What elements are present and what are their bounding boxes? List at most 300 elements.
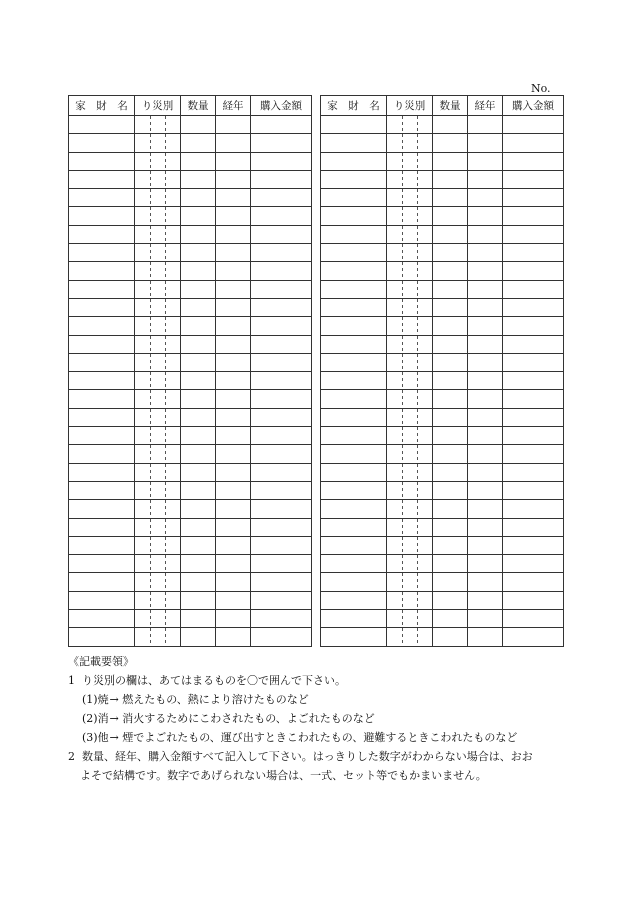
purchase-price-cell[interactable]: [503, 408, 564, 426]
quantity-cell[interactable]: [181, 134, 216, 152]
damage-type-cell[interactable]: [135, 573, 181, 591]
age-cell[interactable]: [468, 170, 503, 188]
quantity-cell[interactable]: [181, 536, 216, 554]
damage-type-cell[interactable]: [387, 170, 433, 188]
quantity-cell[interactable]: [181, 280, 216, 298]
purchase-price-cell[interactable]: [503, 481, 564, 499]
purchase-price-cell[interactable]: [503, 244, 564, 262]
item-name-cell[interactable]: [321, 152, 387, 170]
purchase-price-cell[interactable]: [251, 225, 312, 243]
quantity-cell[interactable]: [433, 610, 468, 628]
quantity-cell[interactable]: [433, 445, 468, 463]
purchase-price-cell[interactable]: [251, 610, 312, 628]
item-name-cell[interactable]: [321, 189, 387, 207]
age-cell[interactable]: [468, 207, 503, 225]
damage-type-cell[interactable]: [387, 335, 433, 353]
item-name-cell[interactable]: [69, 390, 135, 408]
damage-type-cell[interactable]: [135, 555, 181, 573]
purchase-price-cell[interactable]: [251, 445, 312, 463]
quantity-cell[interactable]: [181, 518, 216, 536]
quantity-cell[interactable]: [181, 207, 216, 225]
quantity-cell[interactable]: [433, 134, 468, 152]
age-cell[interactable]: [468, 500, 503, 518]
age-cell[interactable]: [216, 463, 251, 481]
item-name-cell[interactable]: [69, 500, 135, 518]
quantity-cell[interactable]: [433, 262, 468, 280]
purchase-price-cell[interactable]: [251, 317, 312, 335]
quantity-cell[interactable]: [433, 481, 468, 499]
damage-type-cell[interactable]: [135, 170, 181, 188]
header-quantity: 数量: [181, 96, 216, 116]
quantity-cell[interactable]: [433, 500, 468, 518]
item-name-cell[interactable]: [321, 262, 387, 280]
item-name-cell[interactable]: [69, 335, 135, 353]
quantity-cell[interactable]: [433, 298, 468, 316]
quantity-cell[interactable]: [433, 573, 468, 591]
damage-type-cell[interactable]: [135, 390, 181, 408]
age-cell[interactable]: [468, 573, 503, 591]
age-cell[interactable]: [216, 390, 251, 408]
purchase-price-cell[interactable]: [251, 170, 312, 188]
damage-type-cell[interactable]: [135, 372, 181, 390]
item-name-cell[interactable]: [321, 610, 387, 628]
purchase-price-cell[interactable]: [503, 225, 564, 243]
item-name-cell[interactable]: [321, 390, 387, 408]
item-name-cell[interactable]: [69, 189, 135, 207]
quantity-cell[interactable]: [433, 390, 468, 408]
item-name-cell[interactable]: [69, 463, 135, 481]
quantity-cell[interactable]: [433, 152, 468, 170]
damage-type-cell[interactable]: [135, 116, 181, 134]
age-cell[interactable]: [216, 610, 251, 628]
instruction-item-1: [68, 671, 568, 690]
item-name-cell[interactable]: [321, 408, 387, 426]
purchase-price-cell[interactable]: [503, 116, 564, 134]
damage-type-cell[interactable]: [135, 500, 181, 518]
purchase-price-cell[interactable]: [503, 555, 564, 573]
damage-type-cell[interactable]: [135, 134, 181, 152]
purchase-price-cell[interactable]: [251, 353, 312, 371]
damage-type-cell[interactable]: [387, 591, 433, 609]
item-name-cell[interactable]: [69, 445, 135, 463]
age-cell[interactable]: [216, 298, 251, 316]
age-cell[interactable]: [216, 189, 251, 207]
quantity-cell[interactable]: [181, 152, 216, 170]
item-name-cell[interactable]: [69, 518, 135, 536]
purchase-price-cell[interactable]: [503, 427, 564, 445]
age-cell[interactable]: [468, 317, 503, 335]
damage-type-cell[interactable]: [387, 244, 433, 262]
item-name-cell[interactable]: [321, 317, 387, 335]
damage-type-cell[interactable]: [135, 298, 181, 316]
damage-type-cell[interactable]: [387, 610, 433, 628]
purchase-price-cell[interactable]: [503, 372, 564, 390]
item-name-cell[interactable]: [69, 353, 135, 371]
damage-type-cell[interactable]: [135, 353, 181, 371]
damage-type-cell[interactable]: [387, 628, 433, 646]
purchase-price-cell[interactable]: [251, 427, 312, 445]
damage-type-cell[interactable]: [387, 134, 433, 152]
purchase-price-cell[interactable]: [503, 280, 564, 298]
quantity-cell[interactable]: [433, 628, 468, 646]
age-cell[interactable]: [216, 555, 251, 573]
quantity-cell[interactable]: [181, 390, 216, 408]
damage-type-cell[interactable]: [135, 225, 181, 243]
purchase-price-cell[interactable]: [503, 445, 564, 463]
damage-type-cell[interactable]: [387, 573, 433, 591]
quantity-cell[interactable]: [181, 225, 216, 243]
age-cell[interactable]: [216, 573, 251, 591]
age-cell[interactable]: [468, 481, 503, 499]
quantity-cell[interactable]: [181, 610, 216, 628]
purchase-price-cell[interactable]: [251, 189, 312, 207]
quantity-cell[interactable]: [433, 207, 468, 225]
purchase-price-cell[interactable]: [251, 262, 312, 280]
item-name-cell[interactable]: [321, 335, 387, 353]
purchase-price-cell[interactable]: [251, 591, 312, 609]
purchase-price-cell[interactable]: [503, 134, 564, 152]
item-name-cell[interactable]: [321, 536, 387, 554]
damage-type-cell[interactable]: [387, 518, 433, 536]
purchase-price-cell[interactable]: [251, 335, 312, 353]
item-name-cell[interactable]: [321, 372, 387, 390]
item-name-cell[interactable]: [321, 170, 387, 188]
damage-type-cell[interactable]: [387, 298, 433, 316]
item-name-cell[interactable]: [69, 591, 135, 609]
item-name-cell[interactable]: [69, 427, 135, 445]
item-name-cell[interactable]: [69, 610, 135, 628]
damage-type-cell[interactable]: [135, 610, 181, 628]
purchase-price-cell[interactable]: [251, 116, 312, 134]
item-name-cell[interactable]: [69, 298, 135, 316]
damage-type-cell[interactable]: [135, 280, 181, 298]
damage-type-cell[interactable]: [387, 280, 433, 298]
age-cell[interactable]: [216, 353, 251, 371]
age-cell[interactable]: [468, 262, 503, 280]
item-name-cell[interactable]: [69, 116, 135, 134]
quantity-cell[interactable]: [181, 445, 216, 463]
age-cell[interactable]: [216, 170, 251, 188]
purchase-price-cell[interactable]: [251, 628, 312, 646]
damage-type-cell[interactable]: [387, 427, 433, 445]
quantity-cell[interactable]: [181, 335, 216, 353]
damage-type-cell[interactable]: [135, 317, 181, 335]
purchase-price-cell[interactable]: [503, 189, 564, 207]
age-cell[interactable]: [468, 591, 503, 609]
damage-type-cell[interactable]: [387, 555, 433, 573]
quantity-cell[interactable]: [181, 573, 216, 591]
purchase-price-cell[interactable]: [503, 573, 564, 591]
purchase-price-cell[interactable]: [503, 500, 564, 518]
age-cell[interactable]: [216, 225, 251, 243]
purchase-price-cell[interactable]: [251, 390, 312, 408]
age-cell[interactable]: [216, 372, 251, 390]
age-cell[interactable]: [216, 518, 251, 536]
age-cell[interactable]: [216, 427, 251, 445]
quantity-cell[interactable]: [181, 481, 216, 499]
age-cell[interactable]: [468, 390, 503, 408]
quantity-cell[interactable]: [433, 518, 468, 536]
purchase-price-cell[interactable]: [251, 555, 312, 573]
item-name-cell[interactable]: [69, 481, 135, 499]
age-cell[interactable]: [216, 536, 251, 554]
purchase-price-cell[interactable]: [503, 518, 564, 536]
quantity-cell[interactable]: [181, 298, 216, 316]
age-cell[interactable]: [216, 116, 251, 134]
purchase-price-cell[interactable]: [251, 134, 312, 152]
damage-type-cell[interactable]: [387, 463, 433, 481]
damage-type-cell[interactable]: [387, 353, 433, 371]
purchase-price-cell[interactable]: [503, 353, 564, 371]
item-name-cell[interactable]: [69, 152, 135, 170]
purchase-price-cell[interactable]: [251, 408, 312, 426]
item-name-cell[interactable]: [321, 518, 387, 536]
age-cell[interactable]: [468, 518, 503, 536]
table-row: [321, 628, 564, 646]
quantity-cell[interactable]: [433, 353, 468, 371]
age-cell[interactable]: [468, 536, 503, 554]
damage-type-cell[interactable]: [135, 427, 181, 445]
purchase-price-cell[interactable]: [251, 152, 312, 170]
age-cell[interactable]: [216, 445, 251, 463]
age-cell[interactable]: [468, 225, 503, 243]
damage-type-cell[interactable]: [387, 189, 433, 207]
age-cell[interactable]: [216, 317, 251, 335]
item-name-cell[interactable]: [69, 262, 135, 280]
damage-type-cell[interactable]: [135, 335, 181, 353]
damage-type-cell[interactable]: [387, 116, 433, 134]
purchase-price-cell[interactable]: [251, 536, 312, 554]
purchase-price-cell[interactable]: [503, 335, 564, 353]
item-name-cell[interactable]: [321, 481, 387, 499]
age-cell[interactable]: [216, 500, 251, 518]
damage-type-cell[interactable]: [387, 390, 433, 408]
quantity-cell[interactable]: [433, 170, 468, 188]
purchase-price-cell[interactable]: [503, 536, 564, 554]
damage-type-cell[interactable]: [387, 500, 433, 518]
purchase-price-cell[interactable]: [503, 463, 564, 481]
item-name-cell[interactable]: [321, 500, 387, 518]
age-cell[interactable]: [216, 152, 251, 170]
item-name-cell[interactable]: [321, 116, 387, 134]
age-cell[interactable]: [468, 628, 503, 646]
damage-type-cell[interactable]: [387, 408, 433, 426]
item-name-cell[interactable]: [321, 463, 387, 481]
age-cell[interactable]: [468, 116, 503, 134]
age-cell[interactable]: [468, 244, 503, 262]
item-name-cell[interactable]: [69, 372, 135, 390]
table-row: [69, 481, 312, 499]
damage-type-cell[interactable]: [135, 481, 181, 499]
age-cell[interactable]: [216, 207, 251, 225]
age-cell[interactable]: [468, 427, 503, 445]
damage-type-cell[interactable]: [135, 189, 181, 207]
item-name-cell[interactable]: [321, 244, 387, 262]
damage-type-cell[interactable]: [387, 536, 433, 554]
age-cell[interactable]: [216, 628, 251, 646]
sub-text: → 煙でよごれたもの、運び出すときこわれたもの、避難するときこわれたものなど: [109, 731, 518, 744]
item-name-cell[interactable]: [69, 170, 135, 188]
quantity-cell[interactable]: [181, 555, 216, 573]
purchase-price-cell[interactable]: [251, 573, 312, 591]
item-name-cell[interactable]: [69, 134, 135, 152]
age-cell[interactable]: [468, 445, 503, 463]
item-name-cell[interactable]: [321, 225, 387, 243]
purchase-price-cell[interactable]: [503, 262, 564, 280]
age-cell[interactable]: [468, 353, 503, 371]
age-cell[interactable]: [468, 280, 503, 298]
damage-type-cell[interactable]: [135, 628, 181, 646]
item-name-cell[interactable]: [321, 134, 387, 152]
quantity-cell[interactable]: [181, 262, 216, 280]
damage-type-cell[interactable]: [135, 262, 181, 280]
age-cell[interactable]: [216, 262, 251, 280]
age-cell[interactable]: [468, 372, 503, 390]
instruction-sub-3: [68, 728, 568, 747]
quantity-cell[interactable]: [181, 353, 216, 371]
purchase-price-cell[interactable]: [503, 628, 564, 646]
quantity-cell[interactable]: [433, 225, 468, 243]
damage-type-cell[interactable]: [387, 262, 433, 280]
purchase-price-cell[interactable]: [251, 372, 312, 390]
age-cell[interactable]: [216, 335, 251, 353]
purchase-price-cell[interactable]: [503, 207, 564, 225]
item-name-cell[interactable]: [69, 225, 135, 243]
purchase-price-cell[interactable]: [503, 170, 564, 188]
age-cell[interactable]: [216, 481, 251, 499]
quantity-cell[interactable]: [433, 317, 468, 335]
quantity-cell[interactable]: [181, 189, 216, 207]
damage-type-cell[interactable]: [135, 244, 181, 262]
item-name-cell[interactable]: [321, 573, 387, 591]
quantity-cell[interactable]: [433, 555, 468, 573]
purchase-price-cell[interactable]: [503, 610, 564, 628]
damage-type-cell[interactable]: [387, 207, 433, 225]
damage-type-cell[interactable]: [135, 518, 181, 536]
item-name-cell[interactable]: [69, 408, 135, 426]
quantity-cell[interactable]: [433, 536, 468, 554]
quantity-cell[interactable]: [433, 591, 468, 609]
damage-type-cell[interactable]: [135, 463, 181, 481]
quantity-cell[interactable]: [433, 427, 468, 445]
table-row: [321, 152, 564, 170]
quantity-cell[interactable]: [433, 463, 468, 481]
item-name-cell[interactable]: [321, 628, 387, 646]
purchase-price-cell[interactable]: [503, 390, 564, 408]
item-name-cell[interactable]: [69, 628, 135, 646]
table-row: [321, 335, 564, 353]
damage-type-cell[interactable]: [387, 372, 433, 390]
purchase-price-cell[interactable]: [503, 317, 564, 335]
purchase-price-cell[interactable]: [251, 463, 312, 481]
quantity-cell[interactable]: [433, 408, 468, 426]
damage-type-cell[interactable]: [135, 536, 181, 554]
item-name-cell[interactable]: [69, 555, 135, 573]
quantity-cell[interactable]: [181, 427, 216, 445]
quantity-cell[interactable]: [181, 628, 216, 646]
age-cell[interactable]: [468, 152, 503, 170]
purchase-price-cell[interactable]: [251, 500, 312, 518]
damage-type-cell[interactable]: [387, 152, 433, 170]
damage-type-cell[interactable]: [135, 207, 181, 225]
item-name-cell[interactable]: [69, 317, 135, 335]
quantity-cell[interactable]: [181, 116, 216, 134]
purchase-price-cell[interactable]: [503, 591, 564, 609]
table-row: [69, 298, 312, 316]
age-cell[interactable]: [468, 134, 503, 152]
item-name-cell[interactable]: [321, 280, 387, 298]
damage-type-cell[interactable]: [135, 408, 181, 426]
item-name-cell[interactable]: [321, 427, 387, 445]
purchase-price-cell[interactable]: [503, 298, 564, 316]
item-name-cell[interactable]: [321, 298, 387, 316]
quantity-cell[interactable]: [181, 591, 216, 609]
quantity-cell[interactable]: [433, 335, 468, 353]
age-cell[interactable]: [216, 280, 251, 298]
purchase-price-cell[interactable]: [251, 518, 312, 536]
age-cell[interactable]: [468, 555, 503, 573]
damage-type-cell[interactable]: [387, 317, 433, 335]
quantity-cell[interactable]: [181, 408, 216, 426]
damage-type-cell[interactable]: [135, 445, 181, 463]
quantity-cell[interactable]: [181, 372, 216, 390]
item-name-cell[interactable]: [69, 280, 135, 298]
table-row: [321, 317, 564, 335]
quantity-cell[interactable]: [433, 244, 468, 262]
damage-type-cell[interactable]: [387, 225, 433, 243]
item-name-cell[interactable]: [321, 555, 387, 573]
item-name-cell[interactable]: [321, 591, 387, 609]
quantity-cell[interactable]: [433, 189, 468, 207]
quantity-cell[interactable]: [433, 116, 468, 134]
age-cell[interactable]: [216, 591, 251, 609]
purchase-price-cell[interactable]: [251, 207, 312, 225]
item-name-cell[interactable]: [69, 536, 135, 554]
purchase-price-cell[interactable]: [251, 481, 312, 499]
quantity-cell[interactable]: [181, 317, 216, 335]
damage-type-cell[interactable]: [387, 445, 433, 463]
damage-type-cell[interactable]: [135, 591, 181, 609]
item-name-cell[interactable]: [321, 445, 387, 463]
quantity-cell[interactable]: [181, 170, 216, 188]
quantity-cell[interactable]: [181, 244, 216, 262]
quantity-cell[interactable]: [433, 372, 468, 390]
age-cell[interactable]: [468, 463, 503, 481]
item-name-cell[interactable]: [321, 207, 387, 225]
item-name-cell[interactable]: [69, 573, 135, 591]
damage-type-cell[interactable]: [387, 481, 433, 499]
quantity-cell[interactable]: [181, 500, 216, 518]
age-cell[interactable]: [468, 298, 503, 316]
purchase-price-cell[interactable]: [251, 244, 312, 262]
age-cell[interactable]: [216, 244, 251, 262]
quantity-cell[interactable]: [181, 463, 216, 481]
age-cell[interactable]: [468, 189, 503, 207]
purchase-price-cell[interactable]: [503, 152, 564, 170]
age-cell[interactable]: [216, 408, 251, 426]
age-cell[interactable]: [468, 335, 503, 353]
item-name-cell[interactable]: [69, 207, 135, 225]
item-name-cell[interactable]: [321, 353, 387, 371]
age-cell[interactable]: [468, 408, 503, 426]
item-name-cell[interactable]: [69, 244, 135, 262]
damage-type-cell[interactable]: [135, 152, 181, 170]
quantity-cell[interactable]: [433, 280, 468, 298]
age-cell[interactable]: [468, 610, 503, 628]
purchase-price-cell[interactable]: [251, 280, 312, 298]
age-cell[interactable]: [216, 134, 251, 152]
purchase-price-cell[interactable]: [251, 298, 312, 316]
